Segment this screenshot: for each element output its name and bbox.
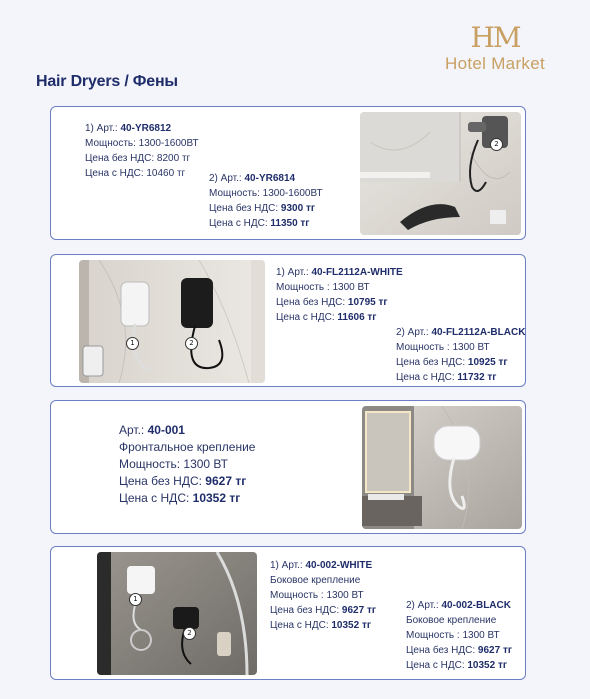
spec-line (276, 310, 403, 325)
price-value: 10925 тг (467, 357, 508, 368)
price-value: 10352 тг (331, 620, 372, 631)
spec-line (209, 186, 323, 201)
spec-label: Цена с НДС: (119, 491, 193, 505)
spec-line (85, 151, 199, 166)
product-spec-block (119, 422, 255, 507)
spec-line (406, 643, 512, 658)
brand-mark: HM (470, 21, 520, 54)
page-title: Hair Dryers / Фены (36, 73, 178, 90)
article-number: 40-001 (147, 423, 185, 437)
article-line (406, 598, 512, 613)
price-value: 9627 тг (477, 645, 513, 656)
spec-line (270, 603, 376, 618)
spec-label: Мощность : 1300 ВТ (396, 342, 490, 353)
product-card-fl2112a (50, 254, 526, 387)
product-photo (97, 552, 257, 675)
spec-label: Цена с НДС: (270, 620, 332, 631)
product-spec-block (276, 265, 403, 325)
spec-line (396, 370, 525, 385)
product-spec-block (396, 325, 525, 385)
spec-label: 2) Арт.: (406, 600, 442, 611)
product-spec-block (406, 598, 512, 673)
article-line (119, 422, 255, 439)
spec-line (406, 628, 512, 643)
price-value: 10795 тг (347, 297, 388, 308)
product-card-40-001 (50, 400, 526, 534)
spec-label: Цена с НДС: (396, 372, 458, 383)
spec-label: Боковое крепление (270, 575, 361, 586)
spec-label: Мощность: 1300-1600ВТ (85, 138, 199, 149)
spec-label: 1) Арт.: (85, 123, 121, 134)
article-number: 40-FL2112A-WHITE (311, 267, 403, 278)
article-number: 40-YR6814 (244, 173, 296, 184)
spec-line (209, 216, 323, 231)
spec-line (396, 355, 525, 370)
price-value: 9627 тг (205, 474, 247, 488)
spec-label: Цена без НДС: (270, 605, 342, 616)
product-photo (79, 260, 265, 383)
product-card-yr68 (50, 106, 526, 240)
price-value: 11350 тг (270, 218, 310, 229)
spec-line (119, 473, 255, 490)
spec-label: 2) Арт.: (396, 327, 432, 338)
spec-label: Цена без НДС: (396, 357, 468, 368)
spec-label: 1) Арт.: (276, 267, 312, 278)
photo-badge: 2 (490, 138, 503, 151)
spec-line (119, 490, 255, 507)
spec-line (396, 340, 525, 355)
spec-label: Фронтальное крепление (119, 440, 256, 454)
product-spec-block (209, 171, 323, 231)
article-line (270, 558, 376, 573)
brand-name: Hotel Market (445, 54, 545, 73)
spec-label: Цена без НДС: (119, 474, 206, 488)
product-spec-block (85, 121, 199, 181)
article-number: 40-FL2112A-BLACK (431, 327, 526, 338)
spec-line (209, 201, 323, 216)
spec-line (406, 613, 512, 628)
price-value: 10352 тг (467, 660, 508, 671)
spec-line (276, 280, 403, 295)
spec-label: Мощность: 1300 ВТ (119, 457, 228, 471)
spec-label: Мощность: 1300-1600ВТ (209, 188, 323, 199)
article-line (276, 265, 403, 280)
spec-line (276, 295, 403, 310)
spec-label: Цена с НДС: 10460 тг (85, 168, 186, 179)
article-number: 40-YR6812 (120, 123, 172, 134)
spec-label: Мощность : 1300 ВТ (270, 590, 364, 601)
product-photo (360, 112, 521, 235)
price-value: 9300 тг (280, 203, 316, 214)
price-value: 9627 тг (341, 605, 377, 616)
product-spec-block (270, 558, 376, 633)
spec-label: Цена с НДС: (209, 218, 271, 229)
brand-logo (430, 21, 560, 74)
product-photo (362, 406, 522, 529)
product-card-40-002 (50, 546, 526, 680)
spec-line (85, 136, 199, 151)
article-line (209, 171, 323, 186)
spec-label: Цена с НДС: (406, 660, 468, 671)
spec-label: 1) Арт.: (270, 560, 306, 571)
spec-label: Мощность : 1300 ВТ (276, 282, 370, 293)
photo-badge: 1 (129, 593, 142, 606)
spec-line (270, 588, 376, 603)
article-line (396, 325, 525, 340)
spec-label: Цена без НДС: (406, 645, 478, 656)
spec-line (85, 166, 199, 181)
spec-label: Цена без НДС: (209, 203, 281, 214)
spec-line (119, 456, 255, 473)
spec-line (270, 618, 376, 633)
spec-label: Боковое крепление (406, 615, 497, 626)
price-value: 11606 тг (337, 312, 377, 323)
spec-label: Арт.: (119, 423, 148, 437)
spec-label: Мощность : 1300 ВТ (406, 630, 500, 641)
spec-label: Цена с НДС: (276, 312, 338, 323)
article-number: 40-002-BLACK (441, 600, 511, 611)
article-line (85, 121, 199, 136)
spec-line (406, 658, 512, 673)
article-number: 40-002-WHITE (305, 560, 373, 571)
photo-badge: 2 (185, 337, 198, 350)
spec-line (270, 573, 376, 588)
price-value: 10352 тг (192, 491, 241, 505)
spec-line (119, 439, 255, 456)
spec-label: Цена без НДС: 8200 тг (85, 153, 191, 164)
spec-label: Цена без НДС: (276, 297, 348, 308)
price-value: 11732 тг (457, 372, 497, 383)
spec-label: 2) Арт.: (209, 173, 245, 184)
photo-badge: 2 (183, 627, 196, 640)
photo-badge: 1 (126, 337, 139, 350)
